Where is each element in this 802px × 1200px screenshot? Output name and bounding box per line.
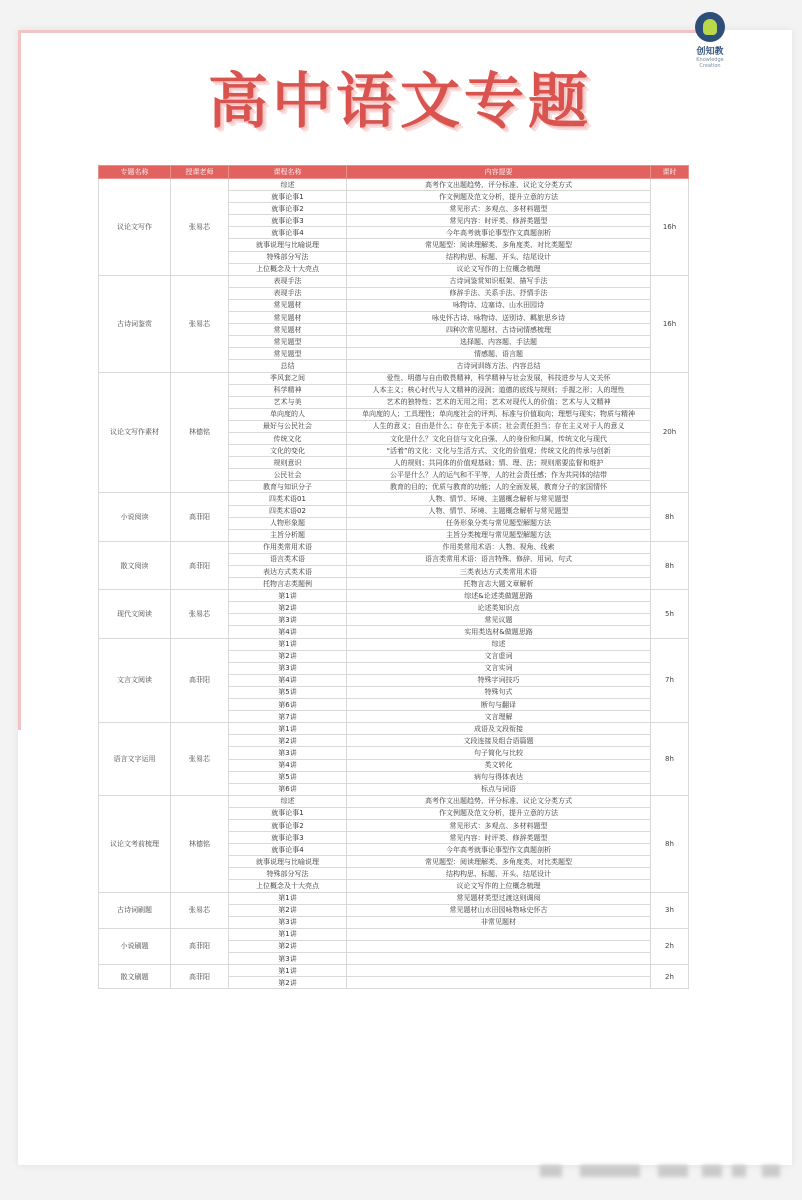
- course-name-cell: 第2讲: [229, 904, 347, 916]
- summary-cell: 常见题材类型过渡这则调阅: [347, 892, 651, 904]
- course-name-cell: 第1讲: [229, 723, 347, 735]
- summary-cell: 人物、情节、环境、主题概念解析与常见题型: [347, 505, 651, 517]
- course-name-cell: 第1讲: [229, 928, 347, 940]
- course-name-cell: 主旨分析题: [229, 529, 347, 541]
- course-name-cell: 科学精神: [229, 384, 347, 396]
- course-name-cell: 托物言志类题例: [229, 578, 347, 590]
- summary-cell: 教育的目的；优质与教育的功能；人的全面发展，教育分子的家国情怀: [347, 481, 651, 493]
- course-name-cell: 单向度的人: [229, 408, 347, 420]
- header-summary: 内容提要: [347, 166, 651, 179]
- summary-cell: 爱性、明德与自由敬畏精神，科学精神与社会发展，科技进步与人文关怀: [347, 372, 651, 384]
- course-name-cell: 特殊部分写法: [229, 251, 347, 263]
- summary-cell: 作文例题及范文分析，提升立意的方法: [347, 191, 651, 203]
- page-title: 高中语文专题: [208, 67, 592, 137]
- course-name-cell: 第5讲: [229, 771, 347, 783]
- teacher-cell: 张易芯: [171, 179, 229, 276]
- summary-cell: [347, 928, 651, 940]
- course-name-cell: 人物形象题: [229, 517, 347, 529]
- module-name-cell: 议论文写作: [99, 179, 171, 276]
- table-row: [99, 590, 689, 602]
- course-name-cell: 公民社会: [229, 469, 347, 481]
- summary-cell: 常见形式：多观点、多材料题型: [347, 203, 651, 215]
- course-name-cell: 综述: [229, 795, 347, 807]
- hours-cell: 5h: [651, 590, 689, 638]
- course-name-cell: 第6讲: [229, 783, 347, 795]
- course-name-cell: 第2讲: [229, 735, 347, 747]
- course-name-cell: 第3讲: [229, 747, 347, 759]
- course-name-cell: 最好与公民社会: [229, 420, 347, 432]
- course-name-cell: 第1讲: [229, 965, 347, 977]
- hours-cell: 20h: [651, 372, 689, 493]
- course-name-cell: 就事论事4: [229, 844, 347, 856]
- course-table: [98, 165, 689, 989]
- course-name-cell: 第4讲: [229, 626, 347, 638]
- table-row: [99, 892, 689, 904]
- module-name-cell: 议论文写作素材: [99, 372, 171, 493]
- summary-cell: 咏史怀古诗、咏物诗、送别诗、羁旅思乡诗: [347, 312, 651, 324]
- course-name-cell: 语言类术语: [229, 553, 347, 565]
- hours-cell: 8h: [651, 541, 689, 589]
- summary-cell: 文言虚词: [347, 650, 651, 662]
- summary-cell: 咏物诗、边塞诗、山水田园诗: [347, 299, 651, 311]
- course-name-cell: 表达方式类术语: [229, 566, 347, 578]
- teacher-cell: 张易芯: [171, 275, 229, 372]
- course-name-cell: 常见题型: [229, 336, 347, 348]
- summary-cell: 常见议题: [347, 614, 651, 626]
- module-name-cell: 古诗词鉴赏: [99, 275, 171, 372]
- table-row: [99, 541, 689, 553]
- teacher-cell: 高菲阳: [171, 638, 229, 723]
- course-name-cell: 上位概念及十大亮点: [229, 263, 347, 275]
- summary-cell: 标点与词语: [347, 783, 651, 795]
- summary-cell: 选择题、内容题、手法题: [347, 336, 651, 348]
- course-name-cell: 艺术与美: [229, 396, 347, 408]
- hours-cell: 2h: [651, 928, 689, 964]
- table-row: [99, 723, 689, 735]
- summary-cell: 病句与得体表达: [347, 771, 651, 783]
- summary-cell: 人的规则；共同体的价值观基础；情、理、法；规则需要监督和维护: [347, 457, 651, 469]
- summary-cell: 古诗词训练方法、内容总结: [347, 360, 651, 372]
- course-name-cell: 就事论事2: [229, 819, 347, 831]
- hours-cell: 8h: [651, 795, 689, 892]
- course-name-cell: 作用类常用术语: [229, 541, 347, 553]
- course-name-cell: 就事论事3: [229, 215, 347, 227]
- summary-cell: 单向度的人；工具理性；单向度社会的评判、标准与价值取向；理想与现实；物质与精神: [347, 408, 651, 420]
- hours-cell: 2h: [651, 965, 689, 989]
- module-name-cell: 语言文字运用: [99, 723, 171, 796]
- table-row: [99, 179, 689, 191]
- course-name-cell: 就事论事1: [229, 191, 347, 203]
- course-name-cell: 第3讲: [229, 916, 347, 928]
- module-name-cell: 散文刷题: [99, 965, 171, 989]
- course-name-cell: 表现手法: [229, 287, 347, 299]
- table-row: [99, 965, 689, 977]
- course-name-cell: 第3讲: [229, 614, 347, 626]
- summary-cell: “活着”的文化：文化与生活方式、文化的价值观；传统文化的传承与创新: [347, 445, 651, 457]
- course-name-cell: 常见题材: [229, 312, 347, 324]
- brand-logo: [685, 12, 735, 69]
- course-name-cell: 四类术语02: [229, 505, 347, 517]
- summary-cell: 论述类知识点: [347, 602, 651, 614]
- summary-cell: 托物言志大题文章解析: [347, 578, 651, 590]
- hours-cell: 16h: [651, 179, 689, 276]
- course-name-cell: 第2讲: [229, 977, 347, 989]
- summary-cell: 实用类选材&做题思路: [347, 626, 651, 638]
- summary-cell: [347, 977, 651, 989]
- summary-cell: 语言类常用术语：语言特殊、修辞、用词、句式: [347, 553, 651, 565]
- hours-cell: 8h: [651, 723, 689, 796]
- teacher-cell: 张易芯: [171, 892, 229, 928]
- summary-cell: 文段连接及组合语篇题: [347, 735, 651, 747]
- summary-cell: 常见题材山水田园咏物咏史怀古: [347, 904, 651, 916]
- course-name-cell: 常见题型: [229, 348, 347, 360]
- summary-cell: 主旨分类梳理与常见题型解题方法: [347, 529, 651, 541]
- course-name-cell: 传统文化: [229, 432, 347, 444]
- summary-cell: 常见形式：多观点、多材料题型: [347, 819, 651, 831]
- summary-cell: 今年高考就事论事型作文真题剖析: [347, 227, 651, 239]
- summary-cell: 任务形象分类与常见题型解题方法: [347, 517, 651, 529]
- summary-cell: 三类表达方式类常用术语: [347, 566, 651, 578]
- summary-cell: 断句与翻译: [347, 699, 651, 711]
- summary-cell: 公平是什么？人的运气和不平等，人的社会责任感；作为共同体的结带: [347, 469, 651, 481]
- summary-cell: 常见题型：阅读理解类、多角度类、对比类题型: [347, 856, 651, 868]
- course-name-cell: 第1讲: [229, 590, 347, 602]
- course-name-cell: 就事说理与比喻说理: [229, 856, 347, 868]
- summary-cell: 特殊字词技巧: [347, 674, 651, 686]
- teacher-cell: 林德铭: [171, 795, 229, 892]
- summary-cell: 非常见题材: [347, 916, 651, 928]
- lightbulb-icon: [695, 12, 725, 42]
- teacher-cell: 高菲阳: [171, 493, 229, 541]
- table-row: [99, 795, 689, 807]
- summary-cell: 议论文写作的上位概念梳理: [347, 263, 651, 275]
- summary-cell: 成语及文段衔接: [347, 723, 651, 735]
- course-name-cell: 第2讲: [229, 940, 347, 952]
- module-name-cell: 小说阅读: [99, 493, 171, 541]
- course-name-cell: 就事说理与比喻说理: [229, 239, 347, 251]
- summary-cell: 修辞手法、关系手法、抒情手法: [347, 287, 651, 299]
- summary-cell: 特殊句式: [347, 686, 651, 698]
- summary-cell: 古诗词鉴赏知识框架、描写手法: [347, 275, 651, 287]
- course-name-cell: 规则意识: [229, 457, 347, 469]
- module-name-cell: 议论文考前梳理: [99, 795, 171, 892]
- hours-cell: 3h: [651, 892, 689, 928]
- module-name-cell: 古诗词刷题: [99, 892, 171, 928]
- course-name-cell: 第5讲: [229, 686, 347, 698]
- summary-cell: 人本主义；核心时代与人文精神的浸润；道德的底线与规则；手握之形；人的理性: [347, 384, 651, 396]
- summary-cell: 高考作文出题趋势、评分标准、议论文分类方式: [347, 795, 651, 807]
- hours-cell: 8h: [651, 493, 689, 541]
- logo-text: 创知教: [696, 47, 724, 57]
- header-hours: 课时: [651, 166, 689, 179]
- table-row: [99, 638, 689, 650]
- course-name-cell: 第1讲: [229, 892, 347, 904]
- course-name-cell: 第7讲: [229, 711, 347, 723]
- summary-cell: 高考作文出题趋势、评分标准、议论文分类方式: [347, 179, 651, 191]
- header-course: 课程名称: [229, 166, 347, 179]
- summary-cell: 结构构思、标题、开头、结尾设计: [347, 251, 651, 263]
- summary-cell: 艺术的独特性；艺术的无用之用；艺术对现代人的价值；艺术与人文精神: [347, 396, 651, 408]
- hours-cell: 16h: [651, 275, 689, 372]
- summary-cell: [347, 965, 651, 977]
- teacher-cell: 张易芯: [171, 723, 229, 796]
- summary-cell: 人物、情节、环境、主题概念解析与常见题型: [347, 493, 651, 505]
- summary-cell: [347, 953, 651, 965]
- summary-cell: 常见内容：时评类、修辞类题型: [347, 215, 651, 227]
- course-name-cell: 第6讲: [229, 699, 347, 711]
- course-name-cell: 第2讲: [229, 650, 347, 662]
- summary-cell: 文化是什么？文化自信与文化自强、人的身份和归属，传统文化与现代: [347, 432, 651, 444]
- course-name-cell: 上位概念及十大亮点: [229, 880, 347, 892]
- summary-cell: 常见内容：时评类、修辞类题型: [347, 832, 651, 844]
- course-name-cell: 就事论事4: [229, 227, 347, 239]
- course-name-cell: 就事论事2: [229, 203, 347, 215]
- summary-cell: 综述: [347, 638, 651, 650]
- course-name-cell: 特殊部分写法: [229, 868, 347, 880]
- table-row: [99, 275, 689, 287]
- table-body: [99, 179, 689, 989]
- course-name-cell: 常见题材: [229, 299, 347, 311]
- summary-cell: 情感题、语言题: [347, 348, 651, 360]
- summary-cell: 议论文写作的上位概念梳理: [347, 880, 651, 892]
- teacher-cell: 高菲阳: [171, 928, 229, 964]
- module-name-cell: 小说刷题: [99, 928, 171, 964]
- summary-cell: 常见题型：阅读理解类、多角度类、对比类题型: [347, 239, 651, 251]
- header-module: 专题名称: [99, 166, 171, 179]
- course-name-cell: 第2讲: [229, 602, 347, 614]
- summary-cell: 句子简化与比较: [347, 747, 651, 759]
- course-name-cell: 常见题材: [229, 324, 347, 336]
- summary-cell: 作文例题及范文分析，提升立意的方法: [347, 807, 651, 819]
- summary-cell: 四种次常见题材、古诗词情感梳理: [347, 324, 651, 336]
- summary-cell: 结构构思、标题、开头、结尾设计: [347, 868, 651, 880]
- table-row: [99, 372, 689, 384]
- course-name-cell: 就事论事3: [229, 832, 347, 844]
- table-row: [99, 928, 689, 940]
- course-name-cell: 第3讲: [229, 662, 347, 674]
- course-name-cell: 四类术语01: [229, 493, 347, 505]
- teacher-cell: 张易芯: [171, 590, 229, 638]
- summary-cell: 人生的意义；自由是什么；存在先于本质；社会责任担当；存在主义对于人的意义: [347, 420, 651, 432]
- module-name-cell: 现代文阅读: [99, 590, 171, 638]
- course-name-cell: 表现手法: [229, 275, 347, 287]
- course-name-cell: 第3讲: [229, 953, 347, 965]
- teacher-cell: 高菲阳: [171, 541, 229, 589]
- course-name-cell: 文化的变化: [229, 445, 347, 457]
- decor-line-left: [18, 30, 21, 730]
- course-name-cell: 第4讲: [229, 674, 347, 686]
- summary-cell: 文言理解: [347, 711, 651, 723]
- summary-cell: 今年高考就事论事型作文真题剖析: [347, 844, 651, 856]
- teacher-cell: 林德铭: [171, 372, 229, 493]
- header-teacher: 授课老师: [171, 166, 229, 179]
- course-name-cell: 季风套之间: [229, 372, 347, 384]
- hours-cell: 7h: [651, 638, 689, 723]
- course-name-cell: 教育与知识分子: [229, 481, 347, 493]
- teacher-cell: 高菲阳: [171, 965, 229, 989]
- summary-cell: [347, 940, 651, 952]
- table-header-row: [99, 166, 689, 179]
- summary-cell: 综述&论述类做题思路: [347, 590, 651, 602]
- module-name-cell: 散文阅读: [99, 541, 171, 589]
- course-name-cell: 综述: [229, 179, 347, 191]
- course-name-cell: 就事论事1: [229, 807, 347, 819]
- course-name-cell: 总结: [229, 360, 347, 372]
- table-row: [99, 493, 689, 505]
- module-name-cell: 文言文阅读: [99, 638, 171, 723]
- summary-cell: 文言实词: [347, 662, 651, 674]
- blurred-watermark: [540, 1165, 790, 1179]
- summary-cell: 类文转化: [347, 759, 651, 771]
- logo-subtext: Knowledge Creation: [696, 57, 724, 69]
- summary-cell: 作用类常用术语：人物、视角、线索: [347, 541, 651, 553]
- course-name-cell: 第4讲: [229, 759, 347, 771]
- course-name-cell: 第1讲: [229, 638, 347, 650]
- decor-line-top: [18, 30, 718, 33]
